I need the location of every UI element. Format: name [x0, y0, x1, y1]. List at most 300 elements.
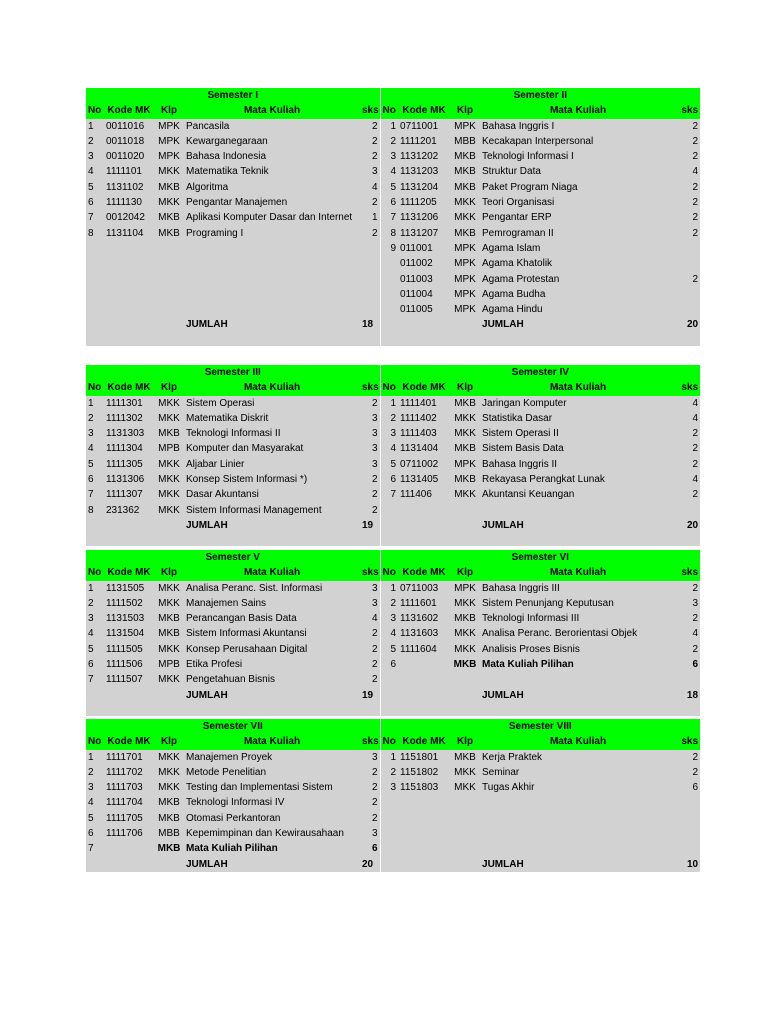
cell-klp: MKB [154, 626, 184, 641]
cell-kode: 1131504 [104, 626, 154, 641]
cell-kode: 1111304 [104, 441, 154, 456]
col-header-mata-kuliah: Mata Kuliah [480, 734, 676, 749]
cell-mata-kuliah: Teknologi Informasi IV [184, 795, 360, 810]
cell-no: 5 [380, 180, 398, 195]
cell-sks: 2 [360, 195, 380, 210]
semester-title: Semester II [380, 88, 700, 103]
col-header-mata-kuliah: Mata Kuliah [480, 565, 676, 580]
semester-title: Semester I [86, 88, 380, 103]
cell-no: 3 [86, 611, 104, 626]
total-label: JUMLAH [184, 688, 360, 703]
total-row [86, 317, 700, 332]
cell-klp: MKK [154, 596, 184, 611]
cell-no: 4 [86, 441, 104, 456]
semester-title: Semester VI [380, 550, 700, 565]
total-row [86, 518, 700, 533]
col-header-mata-kuliah: Mata Kuliah [184, 565, 360, 580]
cell-kode: 1111507 [104, 672, 154, 687]
cell-mata-kuliah: Kewarganegaraan [184, 134, 360, 149]
cell-sks: 2 [676, 581, 700, 596]
cell-klp: MKB [450, 164, 480, 179]
cell-kode: 1111703 [104, 780, 154, 795]
cell-kode: 1111505 [104, 642, 154, 657]
col-header-kode: Kode MK [104, 380, 154, 395]
empty-cell [450, 841, 480, 856]
cell-kode: 1111305 [104, 457, 154, 472]
cell-no: 8 [380, 226, 398, 241]
cell-mata-kuliah: Programing I [184, 226, 360, 241]
table-row [86, 780, 700, 795]
semester-title: Semester III [86, 365, 380, 380]
cell-sks: 6 [360, 841, 380, 856]
cell-mata-kuliah: Pengantar ERP [480, 210, 676, 225]
empty-cell [380, 688, 398, 703]
cell-kode: 1111502 [104, 596, 154, 611]
table-row [86, 426, 700, 441]
table-row [86, 396, 700, 411]
empty-cell [184, 256, 360, 271]
empty-cell [480, 811, 676, 826]
cell-klp: MPK [450, 581, 480, 596]
empty-cell [676, 811, 700, 826]
cell-no: 2 [380, 596, 398, 611]
col-header-sks: sks [676, 565, 700, 580]
cell-sks: 2 [676, 226, 700, 241]
spacer-cell [380, 533, 700, 546]
cell-kode [104, 841, 154, 856]
cell-sks: 2 [360, 149, 380, 164]
empty-cell [184, 287, 360, 302]
column-header-row [86, 734, 700, 749]
total-label: JUMLAH [480, 317, 676, 332]
empty-cell [86, 287, 104, 302]
cell-kode: 1131204 [398, 180, 450, 195]
cell-kode: 1131405 [398, 472, 450, 487]
cell-sks: 2 [676, 210, 700, 225]
table-row [86, 672, 700, 687]
cell-mata-kuliah: Matematika Diskrit [184, 411, 360, 426]
table-row [86, 657, 700, 672]
cell-klp: MKB [450, 180, 480, 195]
cell-mata-kuliah: Aplikasi Komputer Dasar dan Internet [184, 210, 360, 225]
spacer-cell [380, 333, 700, 346]
col-header-kode: Kode MK [104, 734, 154, 749]
col-header-kode: Kode MK [398, 103, 450, 118]
cell-mata-kuliah: Metode Penelitian [184, 765, 360, 780]
total-label: JUMLAH [480, 857, 676, 872]
empty-cell [380, 317, 398, 332]
cell-sks: 3 [676, 596, 700, 611]
cell-klp: MKK [450, 411, 480, 426]
cell-klp: MKB [154, 795, 184, 810]
table-row [86, 241, 700, 256]
empty-cell [86, 241, 104, 256]
cell-klp: MKB [154, 180, 184, 195]
cell-klp: MPK [450, 457, 480, 472]
cell-kode [398, 657, 450, 672]
empty-cell [450, 826, 480, 841]
col-header-sks: sks [676, 380, 700, 395]
empty-cell [480, 503, 676, 518]
empty-cell [676, 826, 700, 841]
col-header-klp: Klp [450, 380, 480, 395]
cell-sks: 3 [360, 457, 380, 472]
cell-klp: MKK [154, 472, 184, 487]
cell-kode: 1111401 [398, 396, 450, 411]
col-header-mata-kuliah: Mata Kuliah [480, 103, 676, 118]
cell-kode: 1111702 [104, 765, 154, 780]
cell-no: 3 [380, 780, 398, 795]
semester-table [86, 719, 700, 872]
cell-no: 1 [380, 396, 398, 411]
cell-sks [676, 287, 700, 302]
cell-mata-kuliah: Bahasa Inggris III [480, 581, 676, 596]
cell-klp: MPK [450, 256, 480, 271]
cell-kode: 0711003 [398, 581, 450, 596]
cell-klp: MPB [154, 441, 184, 456]
cell-no: 2 [86, 596, 104, 611]
table-row [86, 164, 700, 179]
spacer-cell [380, 703, 700, 716]
total-label: JUMLAH [184, 857, 360, 872]
cell-kode: 1131404 [398, 441, 450, 456]
cell-no: 6 [86, 826, 104, 841]
cell-no: 2 [86, 134, 104, 149]
cell-mata-kuliah: Konsep Perusahaan Digital [184, 642, 360, 657]
col-header-no: No [380, 734, 398, 749]
total-sks: 20 [676, 317, 700, 332]
semester-title: Semester V [86, 550, 380, 565]
empty-cell [104, 688, 154, 703]
cell-klp: MKK [154, 672, 184, 687]
cell-mata-kuliah: Agama Khatolik [480, 256, 676, 271]
column-header-row [86, 565, 700, 580]
cell-kode: 0711002 [398, 457, 450, 472]
cell-mata-kuliah: Analisis Proses Bisnis [480, 642, 676, 657]
empty-cell [450, 672, 480, 687]
cell-klp: MPK [450, 287, 480, 302]
empty-cell [86, 857, 104, 872]
empty-cell [398, 795, 450, 810]
semester-table [86, 88, 700, 346]
cell-no [380, 302, 398, 317]
cell-klp: MKB [450, 611, 480, 626]
cell-no: 4 [380, 626, 398, 641]
total-label: JUMLAH [184, 317, 360, 332]
semester-block-7-8 [86, 719, 699, 872]
empty-cell [154, 287, 184, 302]
cell-mata-kuliah: Seminar [480, 765, 676, 780]
cell-no: 4 [86, 795, 104, 810]
table-row [86, 441, 700, 456]
cell-mata-kuliah: Perancangan Basis Data [184, 611, 360, 626]
cell-sks: 4 [676, 472, 700, 487]
cell-sks: 2 [360, 119, 380, 134]
cell-kode: 231362 [104, 503, 154, 518]
cell-sks: 2 [360, 672, 380, 687]
cell-sks: 2 [360, 472, 380, 487]
cell-mata-kuliah: Sistem Informasi Management [184, 503, 360, 518]
empty-cell [154, 518, 184, 533]
cell-sks: 2 [360, 811, 380, 826]
col-header-kode: Kode MK [398, 380, 450, 395]
cell-mata-kuliah: Kepemimpinan dan Kewirausahaan [184, 826, 360, 841]
cell-mata-kuliah: Dasar Akuntansi [184, 487, 360, 502]
cell-no [380, 287, 398, 302]
cell-kode: 0011016 [104, 119, 154, 134]
col-header-no: No [86, 103, 104, 118]
cell-klp: MBB [154, 826, 184, 841]
empty-cell [450, 857, 480, 872]
cell-kode: 1111302 [104, 411, 154, 426]
empty-cell [380, 672, 398, 687]
total-row [86, 688, 700, 703]
col-header-klp: Klp [450, 734, 480, 749]
table-row [86, 272, 700, 287]
empty-cell [86, 256, 104, 271]
cell-no: 6 [86, 472, 104, 487]
empty-cell [380, 826, 398, 841]
cell-no: 2 [86, 765, 104, 780]
cell-sks [676, 302, 700, 317]
cell-klp: MBB [450, 134, 480, 149]
table-row [86, 302, 700, 317]
cell-no: 5 [380, 457, 398, 472]
total-sks: 19 [360, 688, 380, 703]
table-row [86, 487, 700, 502]
cell-kode: 1131104 [104, 226, 154, 241]
empty-cell [360, 241, 380, 256]
cell-sks: 3 [360, 441, 380, 456]
cell-mata-kuliah: Kerja Praktek [480, 750, 676, 765]
cell-mata-kuliah: Manajemen Sains [184, 596, 360, 611]
cell-mata-kuliah: Sistem Informasi Akuntansi [184, 626, 360, 641]
col-header-sks: sks [676, 103, 700, 118]
cell-klp: MPK [154, 149, 184, 164]
cell-mata-kuliah: Paket Program Niaga [480, 180, 676, 195]
cell-sks: 2 [360, 134, 380, 149]
cell-mata-kuliah: Aljabar Linier [184, 457, 360, 472]
semester-title-row [86, 88, 700, 103]
cell-sks: 2 [360, 765, 380, 780]
cell-klp: MKK [154, 411, 184, 426]
cell-no: 7 [86, 672, 104, 687]
cell-klp: MKK [154, 581, 184, 596]
table-row [86, 195, 700, 210]
cell-kode: 1111403 [398, 426, 450, 441]
table-row [86, 841, 700, 856]
cell-sks: 2 [676, 272, 700, 287]
col-header-no: No [380, 103, 398, 118]
cell-no: 1 [380, 581, 398, 596]
empty-cell [398, 688, 450, 703]
empty-cell [104, 302, 154, 317]
cell-no: 1 [380, 750, 398, 765]
table-row [86, 826, 700, 841]
total-sks: 20 [360, 857, 380, 872]
spacer-cell [86, 533, 380, 546]
table-row [86, 180, 700, 195]
col-header-kode: Kode MK [398, 734, 450, 749]
cell-sks: 2 [676, 195, 700, 210]
empty-cell [676, 672, 700, 687]
cell-klp: MKB [154, 811, 184, 826]
total-row [86, 857, 700, 872]
cell-sks: 3 [360, 750, 380, 765]
cell-klp: MPK [154, 119, 184, 134]
cell-klp: MKB [154, 210, 184, 225]
cell-sks: 3 [360, 411, 380, 426]
cell-klp: MKK [450, 642, 480, 657]
cell-mata-kuliah: Mata Kuliah Pilihan [480, 657, 676, 672]
cell-no: 1 [86, 581, 104, 596]
total-sks: 10 [676, 857, 700, 872]
cell-kode: 1131505 [104, 581, 154, 596]
semester-title: Semester VII [86, 719, 380, 734]
table-row [86, 472, 700, 487]
cell-sks [676, 241, 700, 256]
cell-sks: 4 [676, 396, 700, 411]
empty-cell [86, 518, 104, 533]
empty-cell [676, 795, 700, 810]
cell-sks: 2 [676, 750, 700, 765]
cell-kode: 011001 [398, 241, 450, 256]
cell-sks: 2 [676, 149, 700, 164]
col-header-no: No [86, 565, 104, 580]
cell-klp: MKK [450, 765, 480, 780]
cell-mata-kuliah: Jaringan Komputer [480, 396, 676, 411]
cell-mata-kuliah: Pemrograman II [480, 226, 676, 241]
table-row [86, 765, 700, 780]
cell-no: 2 [380, 765, 398, 780]
empty-cell [480, 841, 676, 856]
cell-mata-kuliah: Struktur Data [480, 164, 676, 179]
cell-kode: 1111205 [398, 195, 450, 210]
cell-klp: MKK [154, 750, 184, 765]
col-header-klp: Klp [154, 103, 184, 118]
cell-klp: MKK [154, 765, 184, 780]
cell-mata-kuliah: Bahasa Indonesia [184, 149, 360, 164]
cell-sks: 3 [360, 826, 380, 841]
cell-no: 3 [380, 149, 398, 164]
empty-cell [450, 688, 480, 703]
cell-mata-kuliah: Analisa Peranc. Sist. Informasi [184, 581, 360, 596]
empty-cell [398, 857, 450, 872]
empty-cell [104, 317, 154, 332]
total-sks: 18 [676, 688, 700, 703]
cell-kode: 1131603 [398, 626, 450, 641]
table-row [86, 503, 700, 518]
cell-no: 6 [380, 472, 398, 487]
empty-cell [398, 518, 450, 533]
cell-no: 6 [86, 195, 104, 210]
col-header-kode: Kode MK [398, 565, 450, 580]
empty-cell [360, 256, 380, 271]
semester-table [86, 550, 700, 716]
cell-klp: MKK [450, 426, 480, 441]
cell-klp: MKK [154, 195, 184, 210]
cell-sks: 2 [360, 657, 380, 672]
col-header-sks: sks [360, 565, 380, 580]
total-sks: 18 [360, 317, 380, 332]
column-header-row [86, 103, 700, 118]
cell-no: 7 [380, 487, 398, 502]
cell-no: 7 [86, 841, 104, 856]
table-row [86, 411, 700, 426]
cell-klp: MPK [450, 119, 480, 134]
cell-klp: MKB [450, 750, 480, 765]
cell-no: 2 [380, 134, 398, 149]
empty-cell [86, 302, 104, 317]
empty-cell [380, 503, 398, 518]
cell-sks: 4 [360, 180, 380, 195]
cell-mata-kuliah: Sistem Basis Data [480, 441, 676, 456]
cell-sks: 4 [676, 411, 700, 426]
col-header-no: No [86, 734, 104, 749]
cell-mata-kuliah: Kecakapan Interpersonal [480, 134, 676, 149]
cell-no: 8 [86, 226, 104, 241]
empty-cell [450, 811, 480, 826]
cell-sks: 2 [676, 642, 700, 657]
cell-no: 1 [86, 119, 104, 134]
cell-sks: 3 [360, 596, 380, 611]
empty-cell [480, 826, 676, 841]
cell-kode: 1111506 [104, 657, 154, 672]
cell-mata-kuliah: Agama Budha [480, 287, 676, 302]
table-row [86, 119, 700, 134]
col-header-klp: Klp [450, 565, 480, 580]
cell-kode: 1111604 [398, 642, 450, 657]
cell-mata-kuliah: Agama Hindu [480, 302, 676, 317]
empty-cell [380, 857, 398, 872]
cell-no [380, 272, 398, 287]
table-row [86, 611, 700, 626]
semester-title-row [86, 550, 700, 565]
empty-cell [398, 826, 450, 841]
cell-no [380, 256, 398, 271]
empty-cell [104, 256, 154, 271]
cell-klp: MKK [450, 626, 480, 641]
cell-klp: MKK [450, 487, 480, 502]
cell-klp: MKB [154, 426, 184, 441]
col-header-klp: Klp [154, 734, 184, 749]
empty-cell [86, 317, 104, 332]
col-header-sks: sks [360, 380, 380, 395]
col-header-kode: Kode MK [104, 565, 154, 580]
empty-cell [380, 841, 398, 856]
empty-cell [184, 272, 360, 287]
empty-cell [104, 241, 154, 256]
cell-klp: MKK [154, 503, 184, 518]
empty-cell [450, 518, 480, 533]
empty-cell [450, 503, 480, 518]
empty-cell [154, 857, 184, 872]
cell-kode: 1111101 [104, 164, 154, 179]
cell-sks: 2 [360, 503, 380, 518]
table-row [86, 811, 700, 826]
semester-table [86, 365, 700, 546]
cell-sks: 6 [676, 780, 700, 795]
cell-mata-kuliah: Agama Islam [480, 241, 676, 256]
table-row [86, 795, 700, 810]
cell-sks: 2 [360, 226, 380, 241]
cell-no: 6 [86, 657, 104, 672]
cell-sks: 4 [360, 611, 380, 626]
cell-no: 7 [86, 487, 104, 502]
cell-no: 3 [380, 611, 398, 626]
cell-kode: 011002 [398, 256, 450, 271]
cell-mata-kuliah: Bahasa Inggris II [480, 457, 676, 472]
